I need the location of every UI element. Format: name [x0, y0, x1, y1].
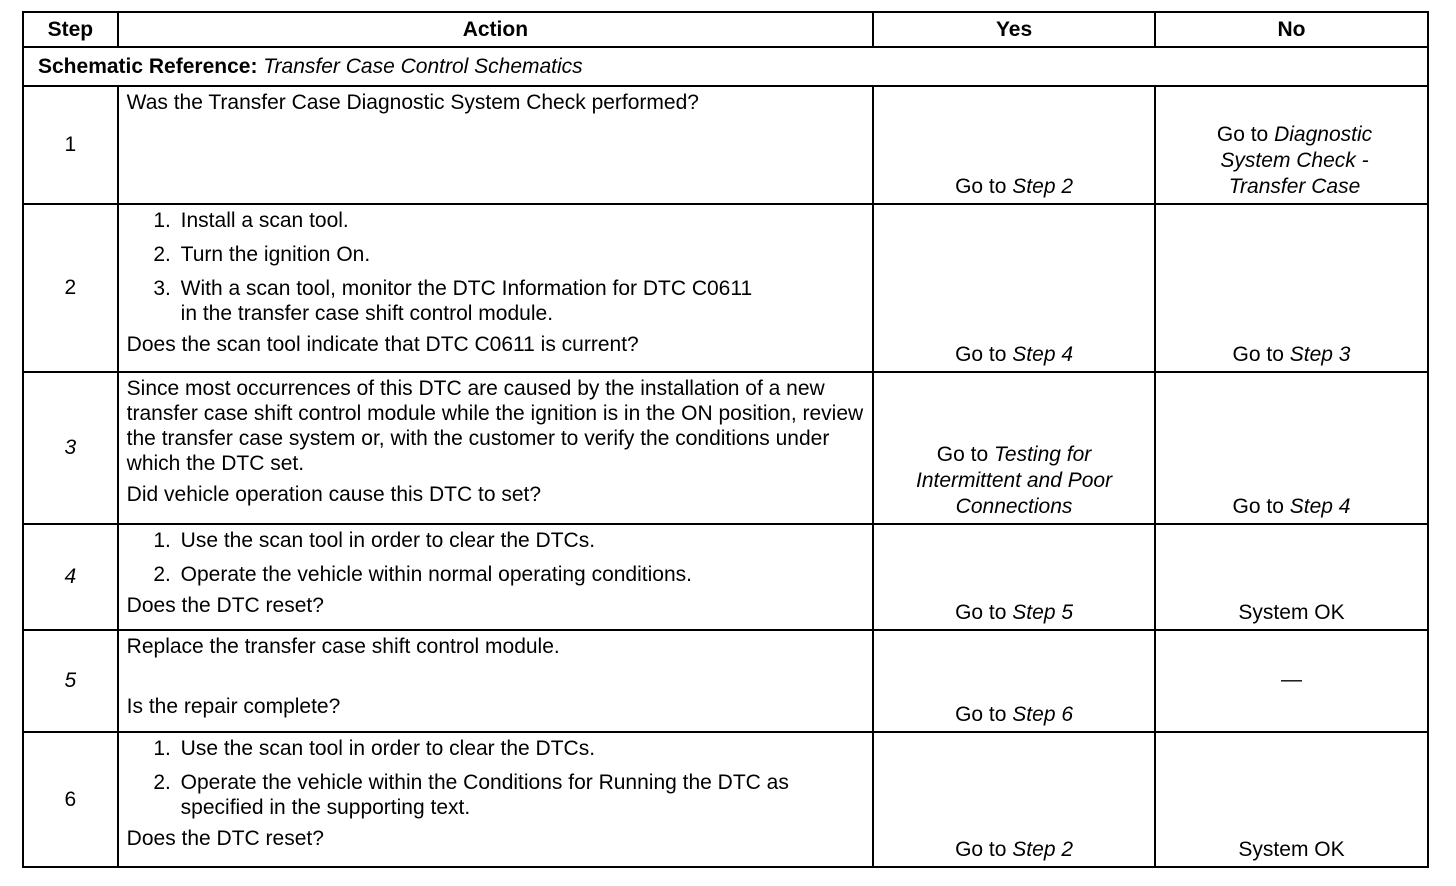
- list-item: 1. Use the scan tool in order to clear the DTCs.: [177, 736, 864, 761]
- no-link[interactable]: Diagnostic System Check - Transfer Case: [1220, 123, 1373, 198]
- yes-prefix: Go to: [936, 443, 989, 466]
- no-prefix: Go to: [1232, 343, 1284, 366]
- yes-link[interactable]: Step 2: [1012, 838, 1074, 861]
- step-number: 6: [23, 732, 118, 867]
- table-row: [23, 372, 1428, 524]
- yes-link[interactable]: Step 5: [1012, 601, 1074, 624]
- table-row: [23, 86, 1428, 204]
- yes-cell: [873, 372, 1155, 524]
- list-item: 2. Turn the ignition On.: [177, 242, 864, 267]
- schematic-reference: [23, 47, 1428, 86]
- no-cell: [1155, 86, 1428, 204]
- no-cell: System OK: [1155, 732, 1428, 867]
- no-link[interactable]: Step 3: [1289, 343, 1351, 366]
- no-cell: System OK: [1155, 524, 1428, 630]
- header-row: [23, 12, 1428, 47]
- action-cell: [118, 86, 873, 204]
- list-item: 1. Use the scan tool in order to clear the DTCs.: [177, 528, 864, 553]
- step-number: 2: [23, 204, 118, 372]
- schematic-reference-link[interactable]: Transfer Case Control Schematics: [263, 54, 583, 78]
- schematic-reference-row: [23, 47, 1428, 86]
- table-row: [23, 204, 1428, 372]
- yes-cell: [873, 524, 1155, 630]
- table-row: [23, 732, 1428, 867]
- step-number: 1: [23, 86, 118, 204]
- action-cell: [118, 732, 873, 867]
- action-question: Does the scan tool indicate that DTC C0611 is current?: [126, 333, 639, 356]
- action-text: Was the Transfer Case Diagnostic System Check performed?: [126, 91, 699, 114]
- action-cell: [118, 372, 873, 524]
- yes-prefix: Go to: [955, 601, 1007, 624]
- action-cell: [118, 204, 873, 372]
- yes-link[interactable]: Testing for Intermittent and Poor Connections: [915, 443, 1113, 518]
- list-item: 2. Operate the vehicle within normal operating conditions.: [177, 562, 864, 587]
- list-item: 2. Operate the vehicle within the Conditions for Running the DTC as specified in the supporting text.: [177, 770, 864, 820]
- yes-cell: [873, 732, 1155, 867]
- yes-prefix: Go to: [955, 175, 1007, 198]
- yes-prefix: Go to: [955, 703, 1007, 726]
- header-yes: Yes: [873, 12, 1155, 47]
- action-text: Replace the transfer case shift control module.: [126, 635, 560, 658]
- no-prefix: Go to: [1216, 123, 1269, 146]
- no-cell: [1155, 372, 1428, 524]
- list-item: 1. Install a scan tool.: [177, 208, 864, 233]
- yes-cell: [873, 86, 1155, 204]
- yes-link[interactable]: Step 2: [1012, 175, 1074, 198]
- table-row: [23, 524, 1428, 630]
- yes-link[interactable]: Step 4: [1012, 343, 1074, 366]
- action-question: Did vehicle operation cause this DTC to set?: [126, 483, 542, 506]
- header-step: Step: [23, 12, 118, 47]
- step-number: 4: [23, 524, 118, 630]
- schematic-reference-label: Schematic Reference:: [38, 54, 258, 78]
- yes-prefix: Go to: [955, 838, 1007, 861]
- step-number: 3: [23, 372, 118, 524]
- yes-cell: [873, 630, 1155, 732]
- action-question: Does the DTC reset?: [126, 827, 324, 850]
- step-number: 5: [23, 630, 118, 732]
- header-no: No: [1155, 12, 1428, 47]
- no-cell: [1155, 204, 1428, 372]
- action-cell: [118, 630, 873, 732]
- no-cell: —: [1155, 630, 1428, 732]
- yes-prefix: Go to: [955, 343, 1007, 366]
- yes-link[interactable]: Step 6: [1012, 703, 1074, 726]
- list-item: 3. With a scan tool, monitor the DTC Information for DTC C0611 in the transfer case shift control module.: [177, 276, 864, 326]
- diagnostic-table: [22, 11, 1429, 868]
- action-question: Is the repair complete?: [126, 695, 341, 718]
- no-prefix: Go to: [1232, 495, 1284, 518]
- action-list: [127, 528, 864, 587]
- action-list: [127, 736, 864, 820]
- action-text: Since most occurrences of this DTC are caused by the installation of a new transfer case shift control module while the ignition is in the ON position, review the transfer case system or, with the customer to verify the conditions under which the DTC set.: [126, 377, 864, 475]
- table-row: [23, 630, 1428, 732]
- header-action: Action: [118, 12, 873, 47]
- action-list: [127, 208, 864, 326]
- action-cell: [118, 524, 873, 630]
- no-link[interactable]: Step 4: [1289, 495, 1351, 518]
- yes-cell: [873, 204, 1155, 372]
- action-question: Does the DTC reset?: [126, 594, 324, 617]
